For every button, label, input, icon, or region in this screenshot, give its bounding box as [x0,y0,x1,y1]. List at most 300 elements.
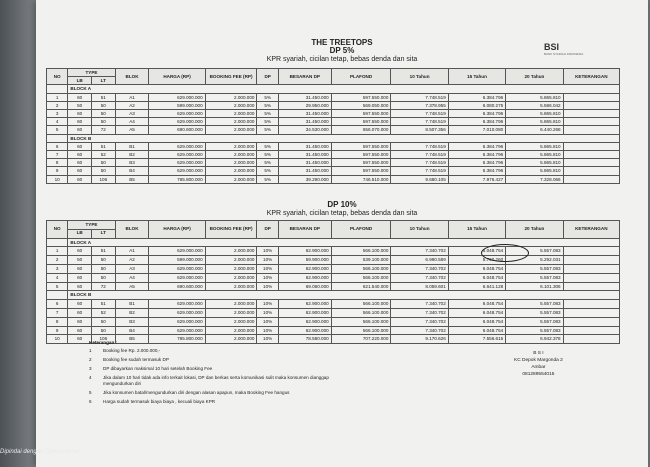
table-cell: 2.000.000 [205,273,257,282]
table-row [47,256,620,265]
table-cell: 785.800.000 [149,335,205,344]
table-cell: 31.450.000 [278,159,331,167]
table-cell: 10% [257,308,278,317]
table-cell: A5 [115,282,149,291]
table-cell: 60 [68,308,92,317]
table-cell: 10% [257,256,278,265]
block-header-row [47,291,620,300]
table-cell [563,151,619,159]
table-cell: 5.865.810 [506,167,563,175]
table-cell: 9.680.105 [391,175,448,183]
table-cell: 5.865.810 [506,93,563,101]
table-cell: 2.000.000 [205,264,257,273]
bsi-logo: BSI BANK SYARIAH INDONESIA [544,42,584,56]
col-blok: BLOK [115,69,149,85]
note-number: 5 [89,390,92,395]
col-10-tahun: 10 Tahun [391,69,448,85]
pricing-table-dp5 [46,68,620,184]
table-cell: 566.100.000 [331,247,391,256]
notes-list [89,348,343,405]
table-cell: 7.976.427 [448,175,505,183]
table-cell: 6.048.754 [448,273,505,282]
table-cell: 7.340.702 [391,264,448,273]
table-cell: 5.557.083 [506,317,563,326]
table-cell: 31.450.000 [278,142,331,150]
table-row [47,159,620,167]
col-15-tahun: 15 Tahun [448,69,505,85]
table-cell: 9 [47,167,68,175]
table-cell: 10% [257,317,278,326]
table-cell: 60 [68,126,92,134]
table-cell: 10% [257,247,278,256]
table-cell: 599.000.000 [149,256,205,265]
table-cell: 5.557.083 [506,247,563,256]
table-cell: 629.000.000 [149,300,205,309]
table-cell: 60 [68,142,92,150]
table-cell: 5.557.083 [506,326,563,335]
table-cell: 2.000.000 [205,326,257,335]
table-cell: 60 [68,175,92,183]
table-cell: B5 [115,175,149,183]
table-cell: 6.440.268 [506,126,563,134]
table-cell: 8 [47,317,68,326]
col-no: NO [47,221,68,239]
table-cell: 5.865.810 [506,151,563,159]
table-cell: 5% [257,142,278,150]
table-cell: 5.557.083 [506,300,563,309]
table-cell: 60 [68,93,92,101]
table-row [47,101,620,109]
table-cell: 10% [257,282,278,291]
table-cell: 2.000.000 [205,118,257,126]
table-cell: A1 [115,93,149,101]
table-cell: 7.748.519 [391,167,448,175]
block-label: BLOCK A [68,238,620,247]
table-cell: 629.000.000 [149,326,205,335]
table-cell: 31.450.000 [278,93,331,101]
table-cell: 60 [68,273,92,282]
col-keterangan: KETERANGAN [563,221,619,239]
note-text: DP dibayarkan maksimal 10 hari setelah Booking Fee [103,366,213,371]
table-cell: 60 [68,151,92,159]
table-cell: 62.900.000 [278,273,331,282]
table-cell: 629.000.000 [149,308,205,317]
table-cell: 629.000.000 [149,317,205,326]
table-cell: 60 [68,118,92,126]
table-cell: 2 [47,256,68,265]
table-cell: 7.340.702 [391,317,448,326]
table-cell: 1 [47,93,68,101]
block-label: BLOCK B [68,134,620,142]
table-cell: 60 [68,159,92,167]
table-cell: 5.865.810 [506,142,563,150]
table-cell: 10% [257,335,278,344]
table-cell: B1 [115,142,149,150]
table-cell: 7.340.702 [391,247,448,256]
table-cell: 5.865.810 [506,118,563,126]
table-cell: 50 [92,264,116,273]
col-booking-fee: BOOKING FEE (RP) [205,69,257,85]
table-cell: 69.060.000 [278,282,331,291]
scan-background-edge [0,0,36,467]
table-cell: 52 [92,308,116,317]
table-cell: 5% [257,126,278,134]
table-cell: 597.550.000 [331,151,391,159]
table-cell: 5% [257,109,278,117]
notes-section [89,340,343,408]
table-cell: 106 [92,175,116,183]
table-cell: 51 [92,93,116,101]
table-cell: 10 [47,175,68,183]
table-cell: A3 [115,264,149,273]
table-cell: 2.000.000 [205,300,257,309]
table-cell: 62.900.000 [278,247,331,256]
table-cell: B2 [115,151,149,159]
table-cell: 6.384.796 [448,109,505,117]
table-cell: 629.000.000 [149,167,205,175]
section1-dp-title: DP 5% [329,46,355,55]
table-cell: 629.000.000 [149,109,205,117]
table-cell: 6.384.796 [448,167,505,175]
table-cell [563,326,619,335]
table-cell: 5.557.083 [506,273,563,282]
table-cell: 60 [68,264,92,273]
table-cell: 72 [92,282,116,291]
table-cell: 60 [68,247,92,256]
table-cell: 7 [47,308,68,317]
table-cell: 629.000.000 [149,273,205,282]
table-cell: 7.748.519 [391,151,448,159]
table-row [47,317,620,326]
table-cell: 597.550.000 [331,109,391,117]
table-cell [563,93,619,101]
col-lb: LB [68,229,92,238]
table-cell: 629.000.000 [149,151,205,159]
table-cell: 7.748.519 [391,142,448,150]
table-row [47,264,620,273]
table-cell: 50 [92,256,116,265]
col-lt: LT [92,77,116,85]
table-cell: 597.550.000 [331,118,391,126]
table-cell [563,317,619,326]
table-cell: 10% [257,264,278,273]
table-cell: 6.990.589 [391,256,448,265]
table-cell: 629.000.000 [149,159,205,167]
table-cell: 5.865.810 [506,109,563,117]
table-cell: 7.378.955 [391,101,448,109]
table-cell: 566.100.000 [331,326,391,335]
table-cell: 59.900.000 [278,256,331,265]
block-header-row [47,85,620,93]
table-cell: B1 [115,300,149,309]
table-cell: 50 [92,101,116,109]
table-cell [563,282,619,291]
table-cell: 6.048.754 [448,247,505,256]
table-cell: 2.000.000 [205,247,257,256]
table-cell: 5% [257,101,278,109]
table-cell: 8.059.601 [391,282,448,291]
table-cell: 629.000.000 [149,93,205,101]
table-cell: 629.000.000 [149,118,205,126]
table-row [47,175,620,183]
table-cell: 7.340.702 [391,273,448,282]
section2-dp-title: DP 10% [327,200,357,209]
table-cell [563,247,619,256]
table-cell: 2.000.000 [205,151,257,159]
table-cell: 1 [47,247,68,256]
table-cell: 6.384.796 [448,93,505,101]
col-no: NO [47,69,68,85]
table-cell: 62.900.000 [278,308,331,317]
table-cell: A2 [115,101,149,109]
table-cell: 8 [47,159,68,167]
table-cell [563,109,619,117]
table-cell: 2.000.000 [205,101,257,109]
camscanner-watermark: Dipindai dengan CamScanner [0,449,81,455]
table-cell: B4 [115,167,149,175]
table-cell: 621.540.000 [331,282,391,291]
table-cell: 7.748.519 [391,118,448,126]
table-cell [563,101,619,109]
table-cell: 6.384.796 [448,142,505,150]
table-row [47,109,620,117]
scanned-document-page [36,0,648,467]
table2-body [47,238,620,344]
note-item [89,399,343,405]
table-cell: 5% [257,151,278,159]
table-cell: 566.100.000 [331,264,391,273]
table-cell: 51 [92,300,116,309]
table-cell: A3 [115,109,149,117]
note-item [89,390,343,396]
table-cell: A1 [115,247,149,256]
contact-branch: KC Depok Margonda 2 [514,358,563,363]
table-cell: 2 [47,101,68,109]
table-cell: 78.580.000 [278,335,331,344]
table-row [47,151,620,159]
col-harga: HARGA (RP) [149,221,205,239]
table-cell: 10% [257,300,278,309]
col-type: TYPE [68,221,115,230]
note-item [89,357,343,363]
table-cell: 2.000.000 [205,317,257,326]
table-cell: 60 [68,167,92,175]
note-number: 3 [89,366,92,371]
table-cell [563,118,619,126]
table-cell: 707.220.000 [331,335,391,344]
table-cell: 60 [68,109,92,117]
note-number: 4 [89,375,92,380]
note-number: 1 [89,348,92,353]
table-cell: 785.800.000 [149,175,205,183]
table-cell: 629.000.000 [149,142,205,150]
table-cell: 2.000.000 [205,175,257,183]
table-cell: 6.048.754 [448,326,505,335]
table-cell [563,300,619,309]
table-cell: 656.070.000 [331,126,391,134]
table-cell: 746.510.000 [331,175,391,183]
col-lb: LB [68,77,92,85]
table-cell: 599.000.000 [149,101,205,109]
table-cell: 6.641.128 [448,282,505,291]
table-cell: 5.557.083 [506,308,563,317]
notes-heading: Keterangan : [89,340,118,345]
table-cell: 50 [92,167,116,175]
contact-name: Ambar [531,365,546,370]
table1-body [47,85,620,183]
table-row [47,93,620,101]
table-cell: 690.600.000 [149,282,205,291]
table-row [47,118,620,126]
table-cell: 3 [47,109,68,117]
note-item [89,375,343,387]
table-cell: 5% [257,93,278,101]
table-cell: 7 [47,151,68,159]
table-row [47,126,620,134]
table-cell: 7.748.519 [391,93,448,101]
note-text: Jika konsumen batal/mengundurkan diri dengan alasan apapun, maka Booking Fee hangus [103,390,290,395]
block-header-row [47,238,620,247]
note-number: 2 [89,357,92,362]
handwritten-circle-mark [481,244,529,262]
table-cell [563,273,619,282]
table-cell: B2 [115,308,149,317]
table-cell: 569.050.000 [331,101,391,109]
table-cell: 50 [92,118,116,126]
table-cell: B4 [115,326,149,335]
table-cell: 8.507.356 [391,126,448,134]
block-label: BLOCK A [68,85,620,93]
note-text: Jika dalam 10 hari tidak ada info terkait lokasi, DP dan berkas serta komunikasi sulit maka konsumen dianggap mengundurkan diri [103,375,329,386]
table-cell: 7.010.080 [448,126,505,134]
table-cell: 5 [47,126,68,134]
table-cell: 6.048.754 [448,308,505,317]
table-cell [563,142,619,150]
table-cell: 7.328.066 [506,175,563,183]
table-cell: 4 [47,273,68,282]
table-cell: B3 [115,317,149,326]
table-row [47,300,620,309]
table-cell [563,167,619,175]
table-cell: 2.000.000 [205,335,257,344]
table-row [47,273,620,282]
table-cell: 31.450.000 [278,118,331,126]
table-cell: 62.900.000 [278,300,331,309]
section1-subtitle: KPR syariah, cicilan tetap, bebas denda dan sita [266,56,418,63]
table-cell: 60 [68,326,92,335]
col-plafond: PLAFOND [331,221,391,239]
table-cell [563,308,619,317]
table-cell: 6.048.754 [448,317,505,326]
table-cell: 72 [92,126,116,134]
table-cell: 31.450.000 [278,167,331,175]
table-cell: 6.048.754 [448,264,505,273]
table-cell: 2.000.000 [205,308,257,317]
table-cell: 50 [92,159,116,167]
table-row [47,167,620,175]
table-cell: 9 [47,326,68,335]
table-cell: 50 [92,273,116,282]
table-cell: 5% [257,175,278,183]
table-cell: 6 [47,142,68,150]
table-cell: 10 [47,335,68,344]
col-10-tahun: 10 Tahun [391,221,448,239]
table-cell: 2.000.000 [205,142,257,150]
section2-subtitle: KPR syariah, cicilan tetap, bebas denda dan sita [266,210,418,217]
table-cell: 6.942.378 [506,335,563,344]
col-dp: DP [257,69,278,85]
col-besaran-dp: BESARAN DP [278,69,331,85]
table-cell: 50 [92,326,116,335]
table-cell [563,256,619,265]
table-cell: 50 [68,101,92,109]
table-cell: 629.000.000 [149,264,205,273]
table-cell: 5% [257,118,278,126]
table-cell: 3 [47,264,68,273]
table-cell: 597.550.000 [331,93,391,101]
table-cell: 597.550.000 [331,159,391,167]
col-keterangan: KETERANGAN [563,69,619,85]
table-cell: 566.100.000 [331,300,391,309]
col-lt: LT [92,229,116,238]
table-cell: 10% [257,273,278,282]
table-cell: 2.000.000 [205,126,257,134]
table-cell: 51 [92,247,116,256]
table-cell: A4 [115,273,149,282]
table-cell [563,264,619,273]
table-cell: 51 [92,142,116,150]
table-cell: 7.340.702 [391,308,448,317]
table-cell: 6.048.754 [448,300,505,309]
table-cell: 5.292.031 [506,256,563,265]
table-cell: 50 [92,109,116,117]
table-cell: 566.100.000 [331,273,391,282]
table-cell: 5% [257,159,278,167]
table-cell: 2.000.000 [205,256,257,265]
table-cell: A5 [115,126,149,134]
table-cell: 2.000.000 [205,167,257,175]
table-cell: 5.760.260 [448,256,505,265]
col-plafond: PLAFOND [331,69,391,85]
table-cell: 31.450.000 [278,109,331,117]
block-label: BLOCK B [68,291,620,300]
table-cell: 5% [257,167,278,175]
col-booking-fee: BOOKING FEE (RP) [205,221,257,239]
table-cell: 597.550.000 [331,142,391,150]
col-dp: DP [257,221,278,239]
table-cell: 2.000.000 [205,93,257,101]
table-cell: 60 [68,335,92,344]
note-item [89,366,343,372]
table-cell: 5 [47,282,68,291]
table-cell: A4 [115,118,149,126]
table-cell: 2.000.000 [205,159,257,167]
table-cell: 6.101.306 [506,282,563,291]
contact-block [514,350,563,378]
table-cell: 5.586.042 [506,101,563,109]
table-cell: 31.450.000 [278,151,331,159]
table-cell: 52 [92,151,116,159]
table-cell [563,175,619,183]
table-cell [563,126,619,134]
table-cell: 4 [47,118,68,126]
table-cell: 566.100.000 [331,308,391,317]
table-cell: 6 [47,300,68,309]
table-cell: 60 [68,300,92,309]
note-text: Booking fee sudah termasuk DP [103,357,169,362]
table-cell: 10% [257,326,278,335]
note-number: 6 [89,399,92,404]
